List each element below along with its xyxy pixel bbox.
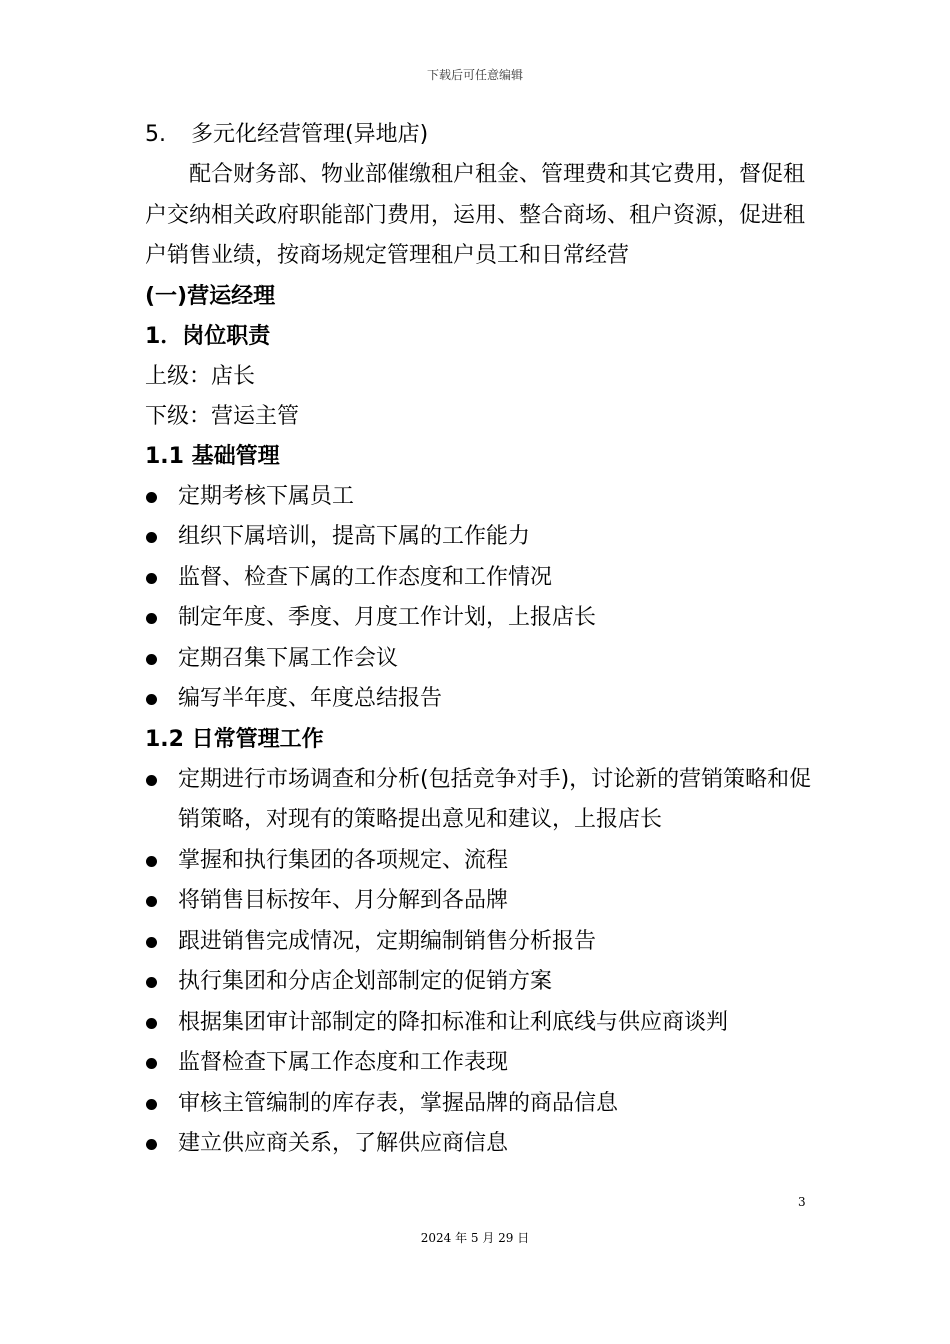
list-item: 编写半年度、年度总结报告 xyxy=(145,679,825,720)
list-item: 监督检查下属工作态度和工作表现 xyxy=(145,1043,825,1084)
list-item: 组织下属培训，提高下属的工作能力 xyxy=(145,517,825,558)
list-item: 审核主管编制的库存表，掌握品牌的商品信息 xyxy=(145,1084,825,1125)
list-item: 跟进销售完成情况，定期编制销售分析报告 xyxy=(145,922,825,963)
list-item: 将销售目标按年、月分解到各品牌 xyxy=(145,881,825,922)
section-heading xyxy=(145,115,825,155)
list-item: 掌握和执行集团的各项规定、流程 xyxy=(145,841,825,882)
daily-management-title: 1.2 日常管理工作 xyxy=(145,726,324,752)
duties-title: 1．岗位职责 xyxy=(145,323,271,349)
bullet-icon xyxy=(146,532,157,543)
bullet-icon xyxy=(146,573,157,584)
bullet-icon xyxy=(146,1018,157,1029)
page-footer-date: 2024 年 5 月 29 日 xyxy=(420,1231,530,1245)
basic-management-title: 1.1 基础管理 xyxy=(145,443,280,469)
list-item: 定期进行市场调查和分析(包括竞争对手)，讨论新的营销策略和促销策略，对现有的策略提出意见和建议，上报店长 xyxy=(145,760,825,841)
bullet-icon xyxy=(146,694,157,705)
subordinate-line: 下级：营运主管 xyxy=(145,403,300,429)
bullet-icon xyxy=(146,1139,157,1150)
bullet-icon xyxy=(146,856,157,867)
section-number: 5. xyxy=(145,122,166,147)
page-header: 下载后可任意编辑 xyxy=(426,68,523,82)
section-paragraph: 配合财务部、物业部催缴租户租金、管理费和其它费用，督促租户交纳相关政府职能部门费用，运用、整合商场、租户资源，促进租户销售业绩，按商场规定管理租户员工和日常经营 xyxy=(145,162,806,268)
list-item: 执行集团和分店企划部制定的促销方案 xyxy=(145,962,825,1003)
list-item: 监督、检查下属的工作态度和工作情况 xyxy=(145,558,825,599)
basic-management-list xyxy=(145,477,825,720)
bullet-icon xyxy=(146,937,157,948)
bullet-icon xyxy=(146,613,157,624)
list-item: 建立供应商关系，了解供应商信息 xyxy=(145,1124,825,1165)
bullet-icon xyxy=(146,977,157,988)
list-item: 制定年度、季度、月度工作计划，上报店长 xyxy=(145,598,825,639)
bullet-icon xyxy=(146,654,157,665)
section-title: 多元化经营管理(异地店) xyxy=(191,122,429,147)
list-item: 定期召集下属工作会议 xyxy=(145,639,825,680)
superior-line: 上级：店长 xyxy=(145,363,256,389)
bullet-icon xyxy=(146,492,157,503)
document-body xyxy=(145,115,825,1165)
daily-management-list xyxy=(145,760,825,1165)
bullet-icon xyxy=(146,775,157,786)
bullet-icon xyxy=(146,896,157,907)
page-number: 3 xyxy=(798,1195,806,1209)
list-item: 定期考核下属员工 xyxy=(145,477,825,518)
bullet-icon xyxy=(146,1099,157,1110)
bullet-icon xyxy=(146,1058,157,1069)
subsection-title: (一)营运经理 xyxy=(145,283,276,309)
list-item: 根据集团审计部制定的降扣标准和让利底线与供应商谈判 xyxy=(145,1003,825,1044)
